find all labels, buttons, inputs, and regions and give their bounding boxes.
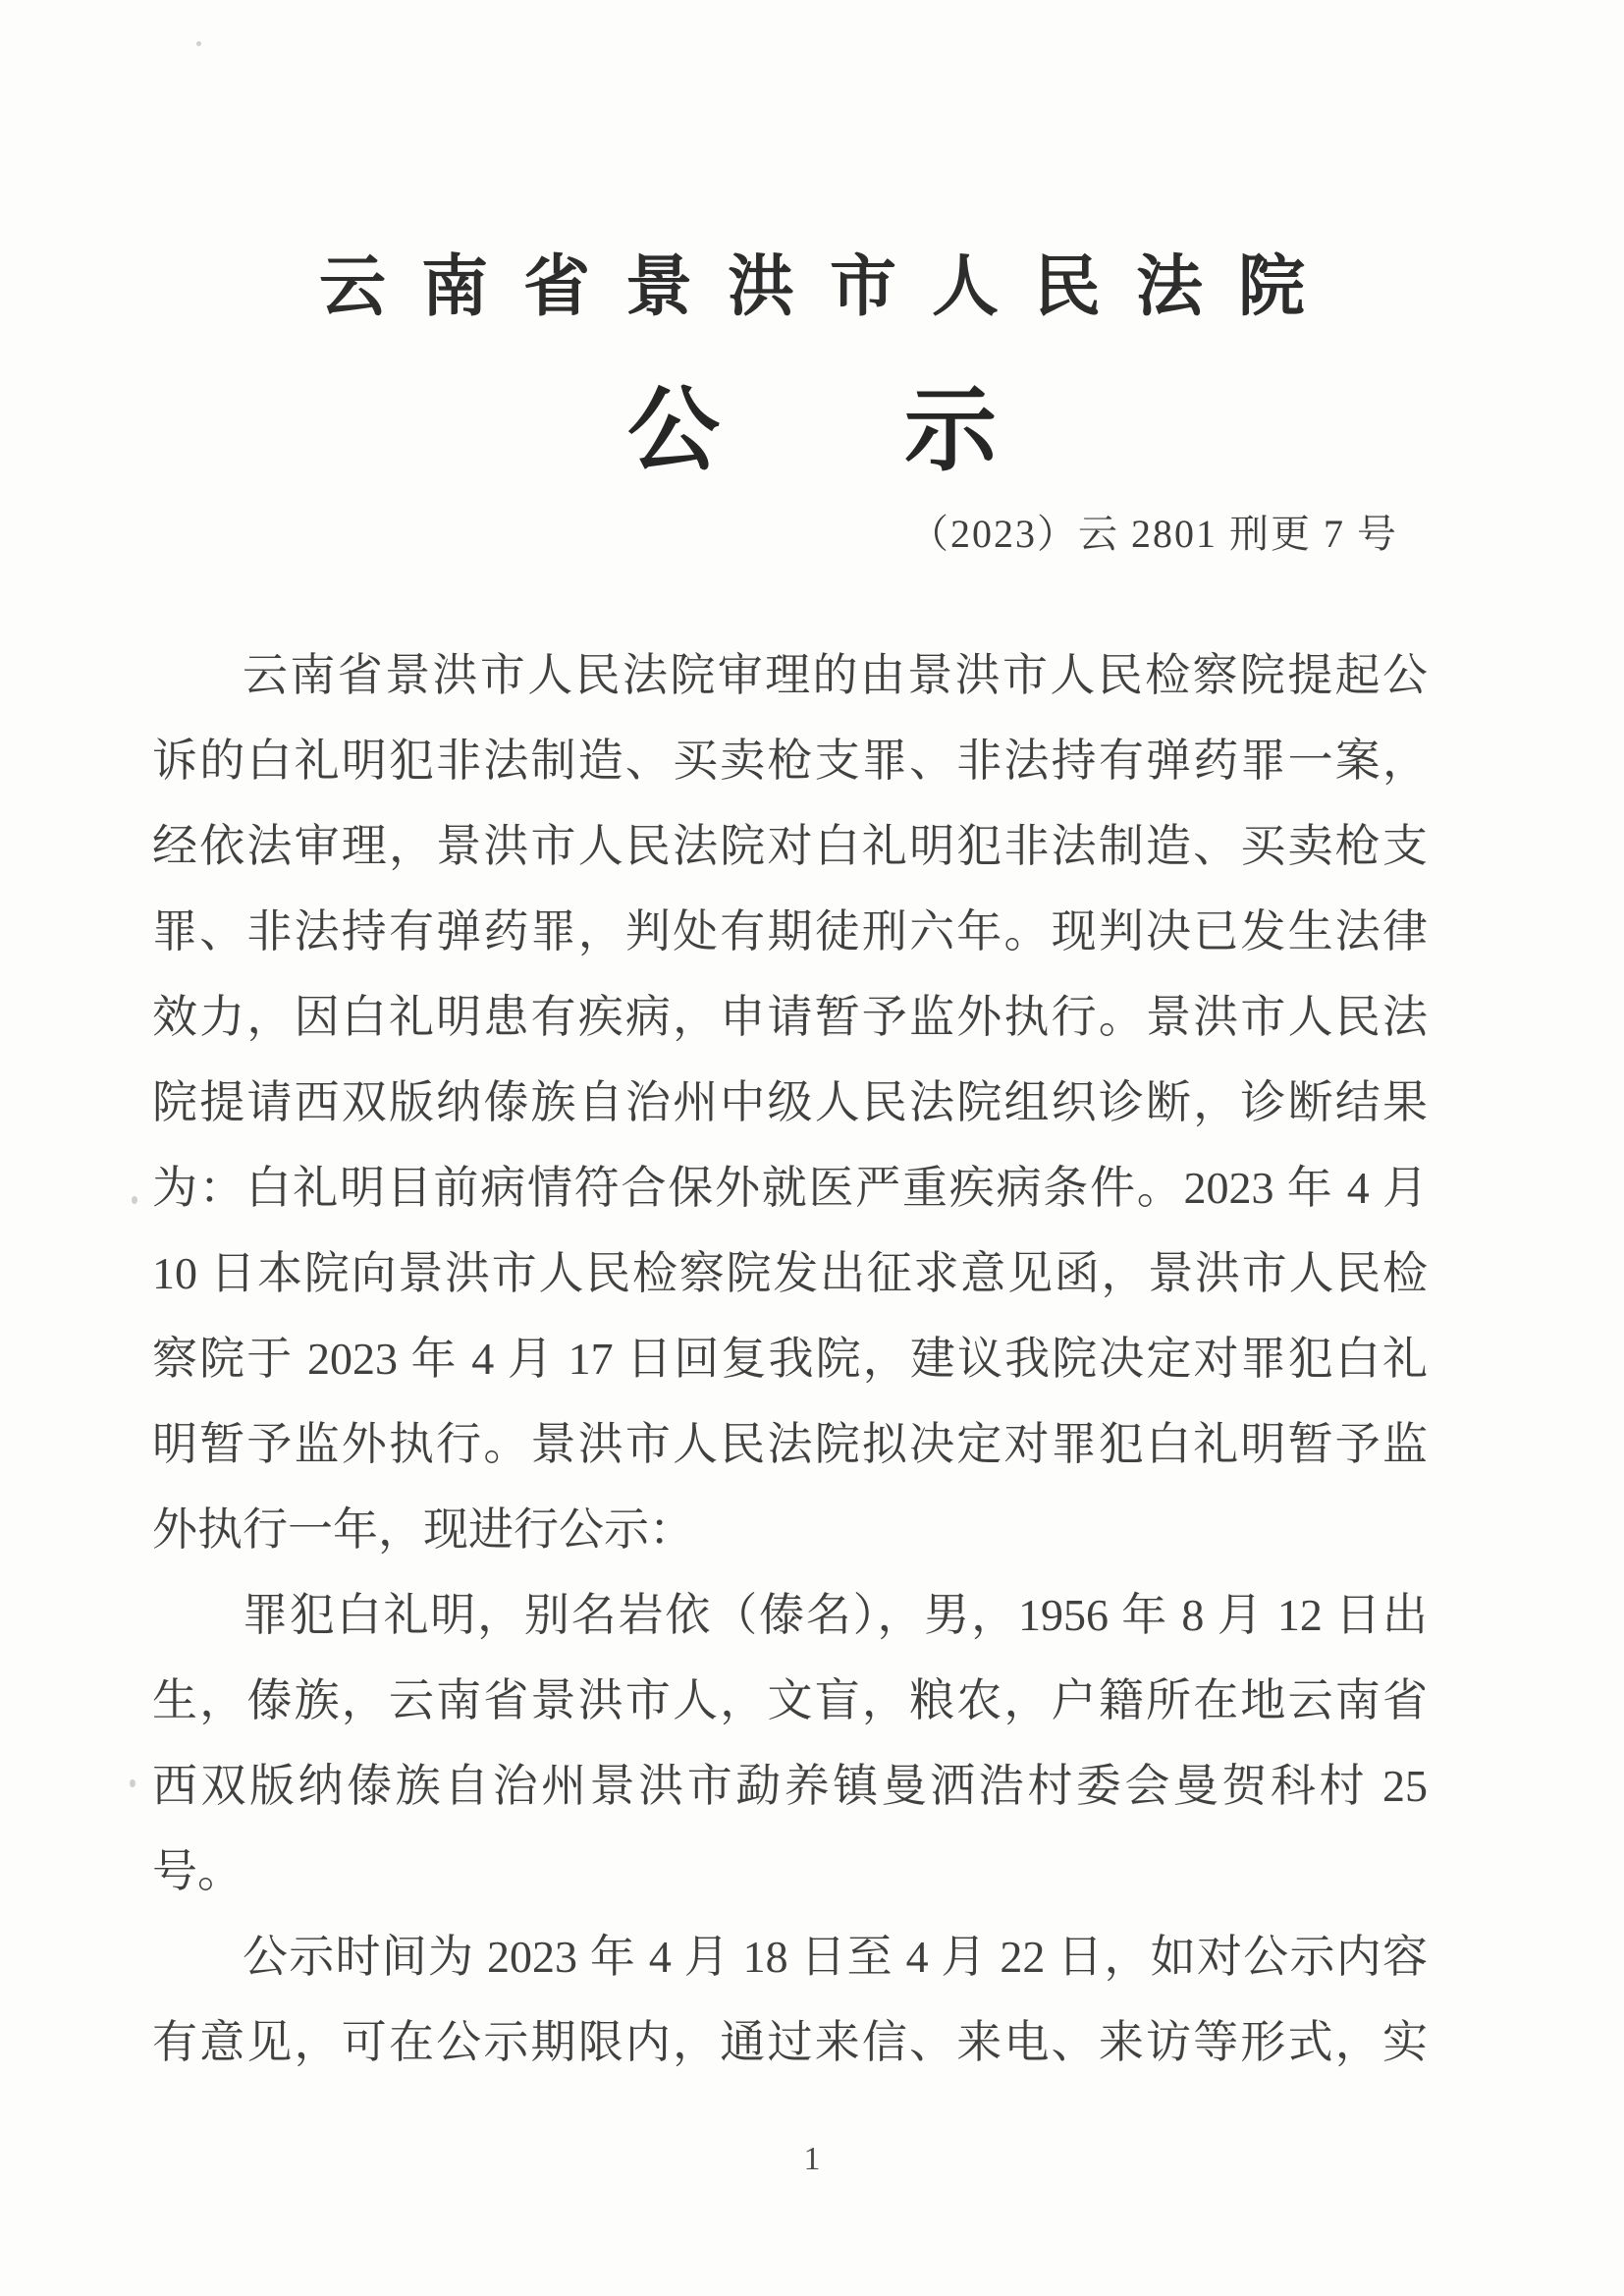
text-line: 诉的白礼明犯非法制造、买卖枪支罪、非法持有弹药罪一案， (152, 736, 1428, 786)
text-line: 云南省景洪市人民法院审理的由景洪市人民检察院提起公 (243, 650, 1428, 700)
text-line: 生，傣族，云南省景洪市人，文盲，粮农，户籍所在地云南省 (152, 1675, 1428, 1725)
court-title: 云南省景洪市人民法院 (318, 249, 1340, 324)
text-line: 西双版纳傣族自治州景洪市勐养镇曼洒浩村委会曼贺科村 25 (152, 1761, 1428, 1811)
text-line: 为：白礼明目前病情符合保外就医严重疾病条件。2023 年 4 月 (152, 1163, 1428, 1213)
text-line: 经依法审理，景洪市人民法院对白礼明犯非法制造、买卖枪支 (152, 821, 1428, 871)
case-number: （2023）云 2801 刑更 7 号 (909, 512, 1398, 556)
body-text (152, 632, 1428, 2085)
text-line: 明暂予监外执行。景洪市人民法院拟决定对罪犯白礼明暂予监 (152, 1419, 1428, 1469)
text-line: 号。 (152, 1846, 243, 1896)
text-line: 有意见，可在公示期限内，通过来信、来电、来访等形式，实 (152, 2017, 1428, 2067)
text-line: 公示时间为 2023 年 4 月 18 日至 4 月 22 日，如对公示内容 (243, 1932, 1428, 1982)
text-line: 效力，因白礼明患有疾病，申请暂予监外执行。景洪市人民法 (152, 992, 1428, 1042)
text-line: 10 日本院向景洪市人民检察院发出征求意见函，景洪市人民检 (152, 1248, 1428, 1298)
text-line: 外执行一年，现进行公示： (152, 1504, 694, 1555)
text-line: 院提请西双版纳傣族自治州中级人民法院组织诊断，诊断结果 (152, 1077, 1428, 1127)
text-line: 罪犯白礼明，别名岩依（傣名），男，1956 年 8 月 12 日出 (243, 1590, 1428, 1640)
scan-artifact (130, 1779, 135, 1787)
notice-title: 公 示 (626, 380, 997, 482)
scan-artifact (196, 41, 201, 46)
text-line: 罪、非法持有弹药罪，判处有期徒刑六年。现判决已发生法律 (152, 906, 1428, 957)
scan-artifact (132, 1196, 137, 1204)
page-number: 1 (803, 2141, 821, 2177)
text-line: 察院于 2023 年 4 月 17 日回复我院，建议我院决定对罪犯白礼 (152, 1334, 1428, 1384)
